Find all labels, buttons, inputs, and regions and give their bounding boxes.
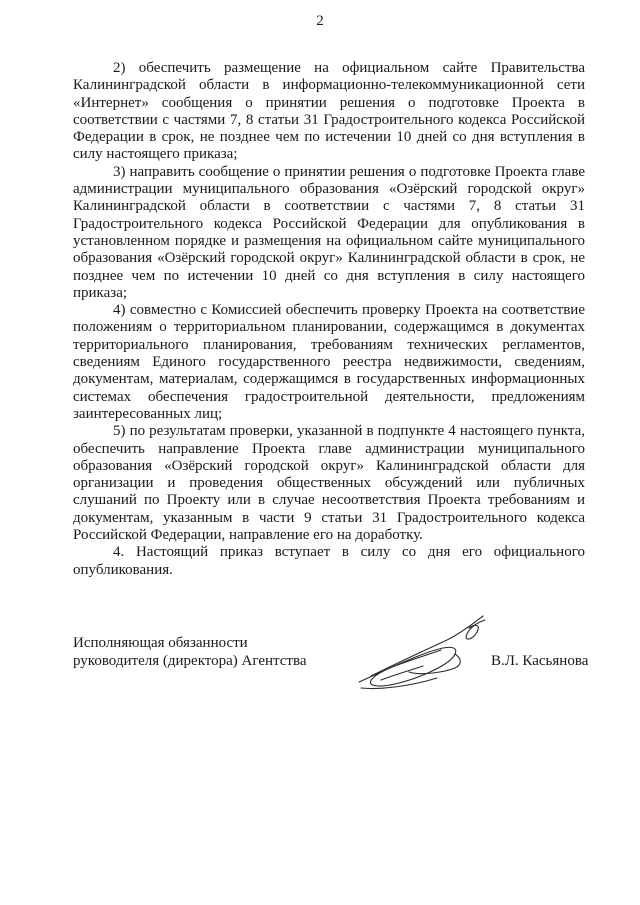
page-number: 2 — [316, 13, 324, 29]
paragraph-item-3: 3) направить сообщение о принятии решения о подготовке Проекта главе администрации муниципального образования «Озёрский городской округ» Калининградской области в соответствии с частями 7, 8 статьи 31 Градостроительного кодекса Российской Федерации для опубликования в установленном порядке и размещения на официальном сайте муниципального образования «Озёрский городской округ» Калининградской области в срок, не позднее чем по истечении 10 дней со дня вступления в силу настоящего приказа; — [73, 163, 585, 301]
handwritten-signature — [351, 612, 491, 698]
paragraph-item-2: 2) обеспечить размещение на официальном сайте Правительства Калининградской области в информационно-телекоммуникационной сети «Интернет» сообщения о принятии решения о подготовке Проекта в соответствии с частями 7, 8 статьи 31 Градостроительного кодекса Российской Федерации в срок, не позднее чем по истечении 10 дней со дня вступления в силу настоящего приказа; — [73, 60, 585, 163]
document-body — [73, 60, 585, 579]
signatory-position-line-1: Исполняющая обязанности — [73, 635, 248, 651]
paragraph-item-4: 4) совместно с Комиссией обеспечить проверку Проекта на соответствие положениям о территориальном планировании, содержащимся в документах территориального планирования, требованиям технических регламентов, сведениям Единого государственного реестра недвижимости, сведениям, документам, материалам, содержащимся в государственных информационных системах обеспечения градостроительной деятельности, предложениям заинтересованных лиц; — [73, 302, 585, 422]
signatory-position-line-2: руководителя (директора) Агентства — [73, 653, 307, 669]
signatory-position — [73, 634, 333, 670]
paragraph-item-5: 5) по результатам проверки, указанной в подпункте 4 настоящего пункта, обеспечить направление Проекта главе администрации муниципального образования «Озёрский городской округ» Калининградской области для организации и проведения общественных обсуждений или публичных слушаний по Проекту или в случае несоответствия Проекта требованиям и документам, указанным в части 9 статьи 31 Градостроительного кодекса Российской Федерации, направление его на доработку. — [73, 423, 585, 544]
paragraph-point-4: 4. Настоящий приказ вступает в силу со дня его официального опубликования. — [73, 544, 585, 578]
signature-block — [73, 634, 593, 714]
signatory-name: В.Л. Касьянова — [491, 653, 589, 669]
